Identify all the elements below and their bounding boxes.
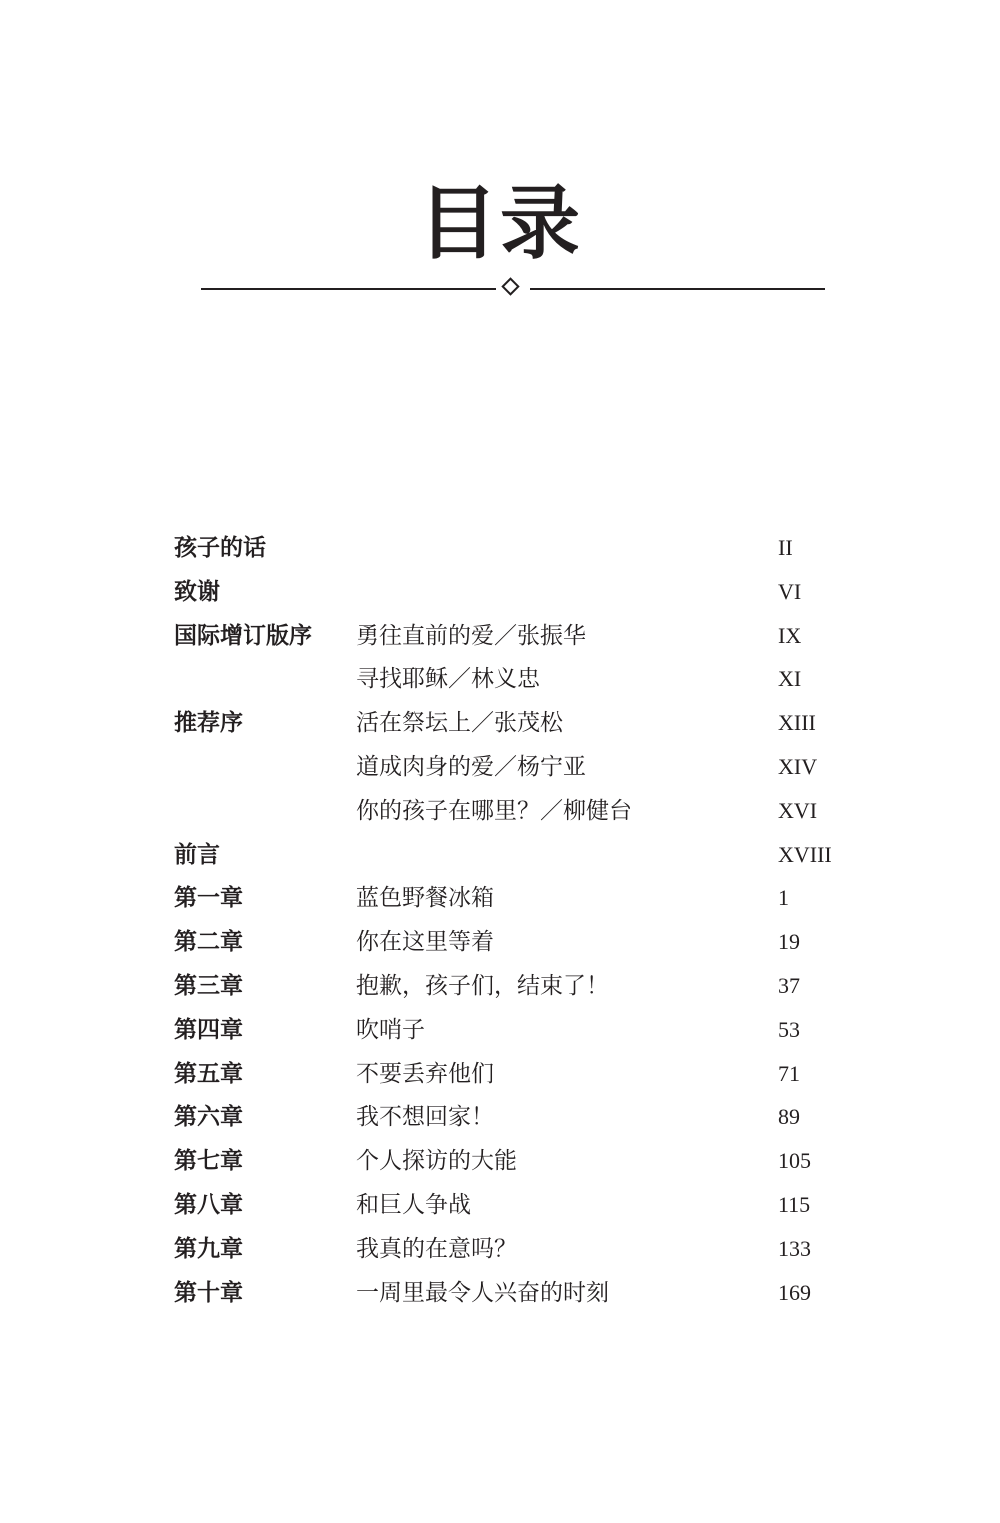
toc-entry[interactable] (0, 833, 1000, 877)
toc-section-label: 第三章 (174, 972, 243, 999)
toc-page-number: 89 (778, 1104, 800, 1130)
toc-page-number: 37 (778, 972, 800, 998)
toc-entry-title: 我不想回家！ (356, 1104, 494, 1131)
toc-entry[interactable] (0, 526, 1000, 570)
toc-section-label: 第一章 (174, 885, 243, 912)
toc-entry[interactable] (0, 789, 1000, 833)
page-title: 目录 (418, 176, 582, 270)
title-divider-right (530, 288, 825, 290)
toc-entry[interactable] (0, 920, 1000, 964)
toc-entry[interactable] (0, 876, 1000, 920)
toc-section-label: 致谢 (174, 578, 220, 605)
toc-section-label: 第九章 (174, 1235, 243, 1262)
toc-page-number: XI (778, 666, 802, 692)
toc-page-number: IX (778, 622, 802, 648)
toc-section-label: 第十章 (174, 1279, 243, 1306)
toc-entry-title: 吹哨子 (356, 1016, 425, 1043)
toc-page-number: 71 (778, 1060, 800, 1086)
toc-entry[interactable] (0, 964, 1000, 1008)
toc-entry[interactable] (0, 701, 1000, 745)
toc-entry-title: 勇往直前的爱／张振华 (356, 622, 586, 649)
toc-section-label: 第六章 (174, 1104, 243, 1131)
toc-entry-title: 个人探访的大能 (356, 1148, 517, 1175)
toc-entry-title: 道成肉身的爱／杨宁亚 (356, 753, 586, 780)
toc-entry-title: 不要丢弃他们 (356, 1060, 494, 1087)
toc-section-label: 第七章 (174, 1148, 243, 1175)
toc-section-label: 孩子的话 (174, 535, 266, 561)
toc-page-number: XIII (778, 710, 816, 736)
toc-entry[interactable] (0, 1227, 1000, 1271)
toc-section-label: 国际增订版序 (174, 622, 312, 649)
toc-page-number: VI (778, 578, 802, 604)
toc-entry-title: 活在祭坛上／张茂松 (356, 710, 563, 737)
toc-entry-title: 你的孩子在哪里？／柳健台 (356, 797, 632, 824)
toc-section-label: 第五章 (174, 1060, 243, 1087)
toc-section-label: 前言 (174, 841, 220, 868)
toc-entry-title: 你在这里等着 (356, 929, 494, 956)
title-divider-left (201, 288, 496, 290)
diamond-ornament-icon (501, 277, 519, 295)
toc-section-label: 第八章 (174, 1191, 243, 1218)
toc-page-number: II (778, 535, 793, 560)
toc-page-number: 19 (778, 929, 800, 955)
toc-entry[interactable] (0, 614, 1000, 658)
toc-entry[interactable] (0, 1095, 1000, 1139)
toc-entry-title: 抱歉，孩子们，结束了！ (356, 972, 609, 999)
toc-entry[interactable] (0, 657, 1000, 701)
toc-section-label: 第二章 (174, 929, 243, 956)
toc-entry-title: 一周里最令人兴奋的时刻 (356, 1279, 609, 1306)
toc-page-number: XIV (778, 753, 818, 779)
toc-section-label: 第四章 (174, 1016, 243, 1043)
toc-page-number: 1 (778, 885, 789, 911)
toc-entry[interactable] (0, 1052, 1000, 1096)
toc-page-number: 105 (778, 1148, 811, 1174)
toc-entry[interactable] (0, 1183, 1000, 1227)
toc-entry[interactable] (0, 570, 1000, 614)
toc-page-number: 115 (778, 1191, 811, 1217)
toc-entry-title: 寻找耶稣／林义忠 (356, 666, 540, 693)
toc-page-number: XVIII (778, 841, 832, 867)
toc-entry[interactable] (0, 1271, 1000, 1315)
toc-page-number: XVI (778, 797, 818, 823)
toc-section-label: 推荐序 (174, 710, 243, 737)
toc-entry-title: 蓝色野餐冰箱 (356, 885, 494, 912)
table-of-contents (0, 526, 1000, 1314)
toc-entry[interactable] (0, 1139, 1000, 1183)
toc-page-number: 169 (778, 1279, 811, 1305)
toc-page-number: 133 (778, 1235, 811, 1261)
toc-entry[interactable] (0, 1008, 1000, 1052)
toc-page-number: 53 (778, 1016, 800, 1042)
toc-entry-title: 我真的在意吗？ (356, 1235, 517, 1262)
toc-entry[interactable] (0, 745, 1000, 789)
toc-entry-title: 和巨人争战 (356, 1191, 471, 1218)
